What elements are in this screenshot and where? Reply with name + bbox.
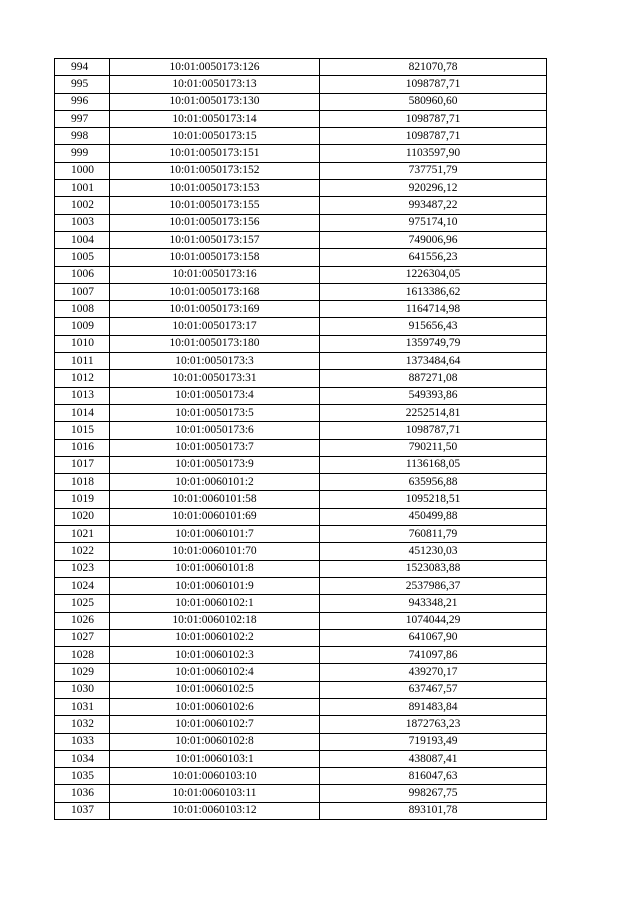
cadastral-number-cell: 10:01:0060102:2: [110, 629, 320, 646]
row-number-cell: 1014: [55, 404, 110, 421]
cadastral-number-cell: 10:01:0060102:8: [110, 733, 320, 750]
table-row: [55, 612, 547, 629]
row-number-cell: 1007: [55, 283, 110, 300]
value-cell: 993487,22: [320, 197, 547, 214]
row-number-cell: 1021: [55, 526, 110, 543]
table-row: [55, 629, 547, 646]
table-row: [55, 180, 547, 197]
value-cell: 1613386,62: [320, 283, 547, 300]
row-number-cell: 1019: [55, 491, 110, 508]
cadastral-number-cell: 10:01:0050173:5: [110, 404, 320, 421]
value-cell: 741097,86: [320, 647, 547, 664]
value-cell: 1872763,23: [320, 716, 547, 733]
cadastral-number-cell: 10:01:0060101:58: [110, 491, 320, 508]
cadastral-number-cell: 10:01:0050173:158: [110, 249, 320, 266]
row-number-cell: 1028: [55, 647, 110, 664]
row-number-cell: 1018: [55, 474, 110, 491]
value-cell: 821070,78: [320, 59, 547, 76]
value-cell: 893101,78: [320, 802, 547, 819]
row-number-cell: 1005: [55, 249, 110, 266]
row-number-cell: 1011: [55, 353, 110, 370]
value-cell: 920296,12: [320, 180, 547, 197]
cadastral-number-cell: 10:01:0060101:2: [110, 474, 320, 491]
cadastral-number-cell: 10:01:0060101:70: [110, 543, 320, 560]
row-number-cell: 1031: [55, 698, 110, 715]
row-number-cell: 1003: [55, 214, 110, 231]
table-row: [55, 664, 547, 681]
value-cell: 641556,23: [320, 249, 547, 266]
value-cell: 1136168,05: [320, 456, 547, 473]
row-number-cell: 1001: [55, 180, 110, 197]
value-cell: 1098787,71: [320, 422, 547, 439]
row-number-cell: 1035: [55, 768, 110, 785]
cadastral-number-cell: 10:01:0050173:130: [110, 93, 320, 110]
table-row: [55, 301, 547, 318]
row-number-cell: 1026: [55, 612, 110, 629]
cadastral-number-cell: 10:01:0060101:7: [110, 526, 320, 543]
cadastral-number-cell: 10:01:0050173:151: [110, 145, 320, 162]
table-row: [55, 318, 547, 335]
row-number-cell: 1002: [55, 197, 110, 214]
value-cell: 887271,08: [320, 370, 547, 387]
cadastral-number-cell: 10:01:0050173:155: [110, 197, 320, 214]
value-cell: 998267,75: [320, 785, 547, 802]
value-cell: 641067,90: [320, 629, 547, 646]
row-number-cell: 1008: [55, 301, 110, 318]
table-row: [55, 249, 547, 266]
value-cell: 1103597,90: [320, 145, 547, 162]
cadastral-value-table: [54, 58, 547, 820]
value-cell: 737751,79: [320, 162, 547, 179]
table-row: [55, 768, 547, 785]
cadastral-number-cell: 10:01:0060103:1: [110, 750, 320, 767]
row-number-cell: 994: [55, 59, 110, 76]
table-row: [55, 387, 547, 404]
cadastral-number-cell: 10:01:0060102:7: [110, 716, 320, 733]
row-number-cell: 1010: [55, 335, 110, 352]
cadastral-number-cell: 10:01:0050173:9: [110, 456, 320, 473]
table-row: [55, 647, 547, 664]
cadastral-number-cell: 10:01:0060103:11: [110, 785, 320, 802]
value-cell: 891483,84: [320, 698, 547, 715]
value-cell: 719193,49: [320, 733, 547, 750]
value-cell: 1373484,64: [320, 353, 547, 370]
cadastral-number-cell: 10:01:0050173:15: [110, 128, 320, 145]
row-number-cell: 1025: [55, 595, 110, 612]
cadastral-number-cell: 10:01:0060102:3: [110, 647, 320, 664]
row-number-cell: 1016: [55, 439, 110, 456]
row-number-cell: 1027: [55, 629, 110, 646]
table-row: [55, 681, 547, 698]
cadastral-number-cell: 10:01:0060101:9: [110, 577, 320, 594]
cadastral-number-cell: 10:01:0050173:3: [110, 353, 320, 370]
row-number-cell: 1037: [55, 802, 110, 819]
table-row: [55, 595, 547, 612]
row-number-cell: 1034: [55, 750, 110, 767]
value-cell: 1226304,05: [320, 266, 547, 283]
row-number-cell: 1004: [55, 231, 110, 248]
row-number-cell: 999: [55, 145, 110, 162]
value-cell: 580960,60: [320, 93, 547, 110]
cadastral-number-cell: 10:01:0050173:180: [110, 335, 320, 352]
table-row: [55, 162, 547, 179]
value-cell: 1098787,71: [320, 128, 547, 145]
value-cell: 915656,43: [320, 318, 547, 335]
value-cell: 635956,88: [320, 474, 547, 491]
row-number-cell: 1013: [55, 387, 110, 404]
value-cell: 1098787,71: [320, 76, 547, 93]
cadastral-number-cell: 10:01:0050173:153: [110, 180, 320, 197]
table-row: [55, 716, 547, 733]
value-cell: 451230,03: [320, 543, 547, 560]
row-number-cell: 996: [55, 93, 110, 110]
cadastral-number-cell: 10:01:0060102:1: [110, 595, 320, 612]
value-cell: 1164714,98: [320, 301, 547, 318]
cadastral-number-cell: 10:01:0050173:157: [110, 231, 320, 248]
cadastral-number-cell: 10:01:0050173:31: [110, 370, 320, 387]
row-number-cell: 1012: [55, 370, 110, 387]
value-cell: 943348,21: [320, 595, 547, 612]
cadastral-number-cell: 10:01:0050173:14: [110, 110, 320, 127]
table-row: [55, 698, 547, 715]
value-cell: 1095218,51: [320, 491, 547, 508]
cadastral-number-cell: 10:01:0060103:12: [110, 802, 320, 819]
cadastral-number-cell: 10:01:0050173:17: [110, 318, 320, 335]
table-row: [55, 214, 547, 231]
table-row: [55, 802, 547, 819]
cadastral-number-cell: 10:01:0060103:10: [110, 768, 320, 785]
row-number-cell: 997: [55, 110, 110, 127]
table-row: [55, 370, 547, 387]
cadastral-number-cell: 10:01:0050173:4: [110, 387, 320, 404]
cadastral-number-cell: 10:01:0050173:16: [110, 266, 320, 283]
value-cell: 549393,86: [320, 387, 547, 404]
table-row: [55, 283, 547, 300]
cadastral-number-cell: 10:01:0050173:6: [110, 422, 320, 439]
table-row: [55, 733, 547, 750]
value-cell: 816047,63: [320, 768, 547, 785]
row-number-cell: 1036: [55, 785, 110, 802]
value-cell: 790211,50: [320, 439, 547, 456]
table-row: [55, 335, 547, 352]
value-cell: 2537986,37: [320, 577, 547, 594]
row-number-cell: 1030: [55, 681, 110, 698]
value-cell: 2252514,81: [320, 404, 547, 421]
table-row: [55, 404, 547, 421]
cadastral-number-cell: 10:01:0050173:7: [110, 439, 320, 456]
table-row: [55, 750, 547, 767]
row-number-cell: 1022: [55, 543, 110, 560]
table-row: [55, 128, 547, 145]
table-row: [55, 474, 547, 491]
table-row: [55, 491, 547, 508]
value-cell: 1523083,88: [320, 560, 547, 577]
table-row: [55, 439, 547, 456]
value-cell: 450499,88: [320, 508, 547, 525]
row-number-cell: 998: [55, 128, 110, 145]
cadastral-number-cell: 10:01:0050173:169: [110, 301, 320, 318]
value-cell: 760811,79: [320, 526, 547, 543]
cadastral-number-cell: 10:01:0050173:13: [110, 76, 320, 93]
value-cell: 439270,17: [320, 664, 547, 681]
table-row: [55, 456, 547, 473]
cadastral-number-cell: 10:01:0050173:156: [110, 214, 320, 231]
cadastral-number-cell: 10:01:0060102:6: [110, 698, 320, 715]
table-row: [55, 59, 547, 76]
cadastral-number-cell: 10:01:0060102:5: [110, 681, 320, 698]
cadastral-number-cell: 10:01:0060101:69: [110, 508, 320, 525]
table-row: [55, 266, 547, 283]
table-body: [55, 59, 547, 820]
row-number-cell: 1024: [55, 577, 110, 594]
value-cell: 975174,10: [320, 214, 547, 231]
value-cell: 1098787,71: [320, 110, 547, 127]
cadastral-number-cell: 10:01:0060101:8: [110, 560, 320, 577]
row-number-cell: 1017: [55, 456, 110, 473]
table-row: [55, 526, 547, 543]
value-cell: 749006,96: [320, 231, 547, 248]
value-cell: 1359749,79: [320, 335, 547, 352]
row-number-cell: 1023: [55, 560, 110, 577]
table-row: [55, 197, 547, 214]
table-row: [55, 543, 547, 560]
row-number-cell: 1006: [55, 266, 110, 283]
row-number-cell: 1029: [55, 664, 110, 681]
table-row: [55, 93, 547, 110]
table-row: [55, 560, 547, 577]
cadastral-number-cell: 10:01:0050173:126: [110, 59, 320, 76]
table-row: [55, 231, 547, 248]
cadastral-number-cell: 10:01:0060102:4: [110, 664, 320, 681]
cadastral-number-cell: 10:01:0060102:18: [110, 612, 320, 629]
row-number-cell: 1033: [55, 733, 110, 750]
row-number-cell: 1032: [55, 716, 110, 733]
table-row: [55, 508, 547, 525]
row-number-cell: 1020: [55, 508, 110, 525]
value-cell: 438087,41: [320, 750, 547, 767]
table-row: [55, 785, 547, 802]
table-row: [55, 110, 547, 127]
value-cell: 637467,57: [320, 681, 547, 698]
cadastral-number-cell: 10:01:0050173:168: [110, 283, 320, 300]
row-number-cell: 1015: [55, 422, 110, 439]
row-number-cell: 1009: [55, 318, 110, 335]
value-cell: 1074044,29: [320, 612, 547, 629]
row-number-cell: 995: [55, 76, 110, 93]
table-row: [55, 76, 547, 93]
row-number-cell: 1000: [55, 162, 110, 179]
table-row: [55, 145, 547, 162]
cadastral-number-cell: 10:01:0050173:152: [110, 162, 320, 179]
table-row: [55, 353, 547, 370]
table-row: [55, 422, 547, 439]
table-row: [55, 577, 547, 594]
